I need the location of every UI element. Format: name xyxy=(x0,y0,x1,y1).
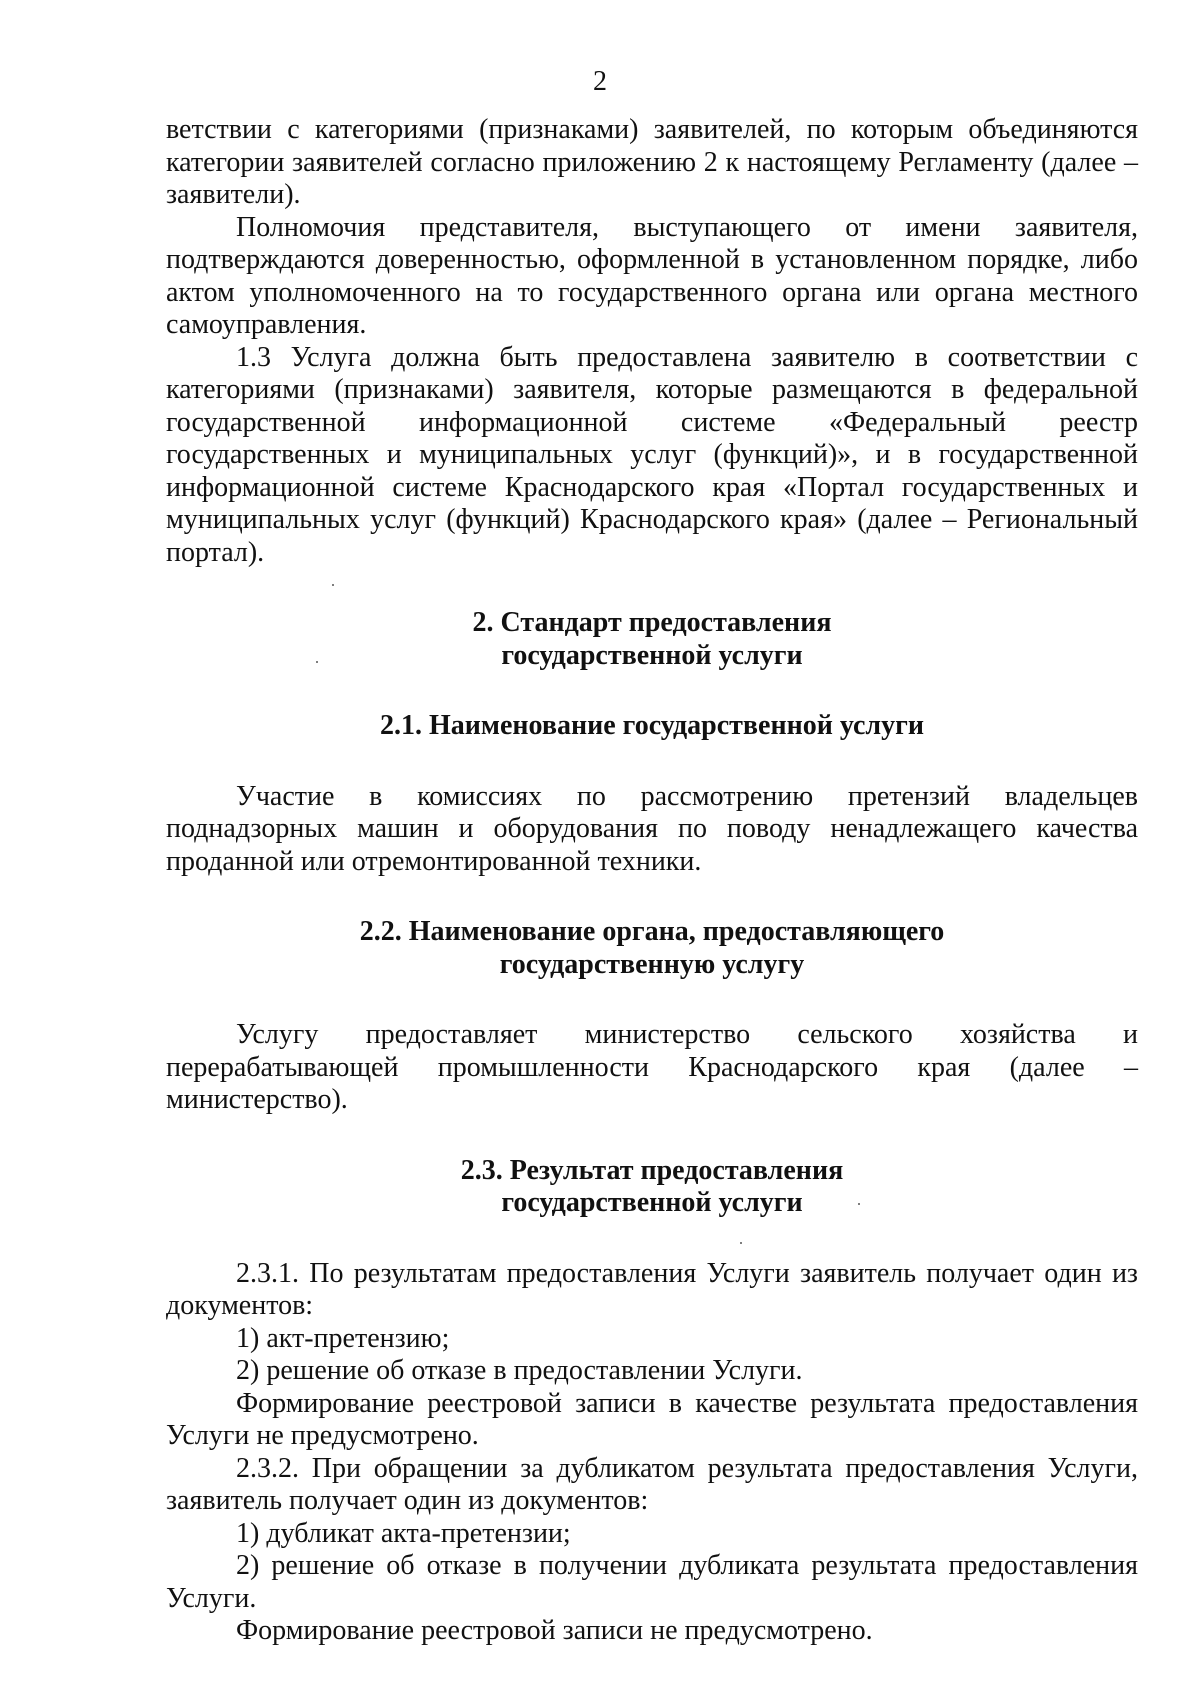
section-2-1-heading: 2.1. Наименование государственной услуги xyxy=(380,710,924,741)
paragraph-registry-record-final: Формирование реестровой записи не предусмотрено. xyxy=(236,1615,873,1646)
document-body xyxy=(166,114,1138,1648)
paragraph-1-3: 1.3 Услуга должна быть предоставлена заявителю в соответствии с категориями (признаками) заявителя, которые размещаются в федеральной государственной информационной системе «Федеральный реестр государственных и муниципальных услуг (функций)», и в государственной информационной системе Краснодарского края «Портал государственных и муниципальных услуг (функций) Краснодарского края» (далее – Региональный портал). xyxy=(166,341,1138,568)
section-2-1-text: Участие в комиссиях по рассмотрению претензий владельцев поднадзорных машин и оборудования по поводу ненадлежащего качества проданной или отремонтированной техники. xyxy=(166,780,1138,877)
paragraph-2-3-2: 2.3.2. При обращении за дубликатом результата предоставления Услуги, заявитель получает один из документов: xyxy=(166,1452,1138,1516)
paragraph-registry-record-note: Формирование реестровой записи в качестве результата предоставления Услуги не предусмотрено. xyxy=(166,1387,1138,1451)
paragraph-2-3-1: 2.3.1. По результатам предоставления Услуги заявитель получает один из документов: xyxy=(166,1257,1138,1321)
section-2-2-heading-line2: государственную услугу xyxy=(499,948,805,980)
list-item-duplicate-refusal: 2) решение об отказе в получении дубликата результата предоставления Услуги. xyxy=(166,1550,1138,1614)
section-2-heading-line2: государственной услуги xyxy=(501,639,803,671)
section-2-2-text: Услугу предоставляет министерство сельского хозяйства и перерабатывающей промышленности Краснодарского края (далее – министерство). xyxy=(166,1019,1138,1115)
section-2-heading xyxy=(166,607,1138,672)
section-2-3-heading-line1: 2.3. Результат предоставления xyxy=(460,1154,844,1186)
scan-speck xyxy=(740,1242,742,1244)
page-number: 2 xyxy=(593,66,607,97)
section-2-3-heading xyxy=(166,1155,1138,1220)
section-2-heading-line1: 2. Стандарт предоставления xyxy=(472,607,832,638)
paragraph-intro-continuation: ветствии с категориями (признаками) заявителей, по которым объединяются категории заявителей согласно приложению 2 к настоящему Регламенту (далее – заявители). xyxy=(166,114,1138,210)
section-2-3-heading-line2: государственной услуги xyxy=(501,1187,803,1218)
paragraph-representative-authority: Полномочия представителя, выступающего от имени заявителя, подтверждаются доверенностью, оформленной в установленном порядке, либо актом уполномоченного на то государственного органа или органа местного самоуправления. xyxy=(166,211,1138,340)
scan-speck xyxy=(858,1203,860,1205)
list-item-act-claim: 1) акт-претензию; xyxy=(236,1322,450,1354)
scan-speck xyxy=(316,661,318,663)
list-item-refusal-decision: 2) решение об отказе в предоставлении Услуги. xyxy=(236,1355,803,1386)
list-item-duplicate-act: 1) дубликат акта-претензии; xyxy=(236,1517,571,1549)
scan-speck xyxy=(332,584,334,586)
section-2-2-heading-line1: 2.2. Наименование органа, предоставляющего xyxy=(359,916,945,947)
section-2-2-heading xyxy=(166,916,1138,981)
